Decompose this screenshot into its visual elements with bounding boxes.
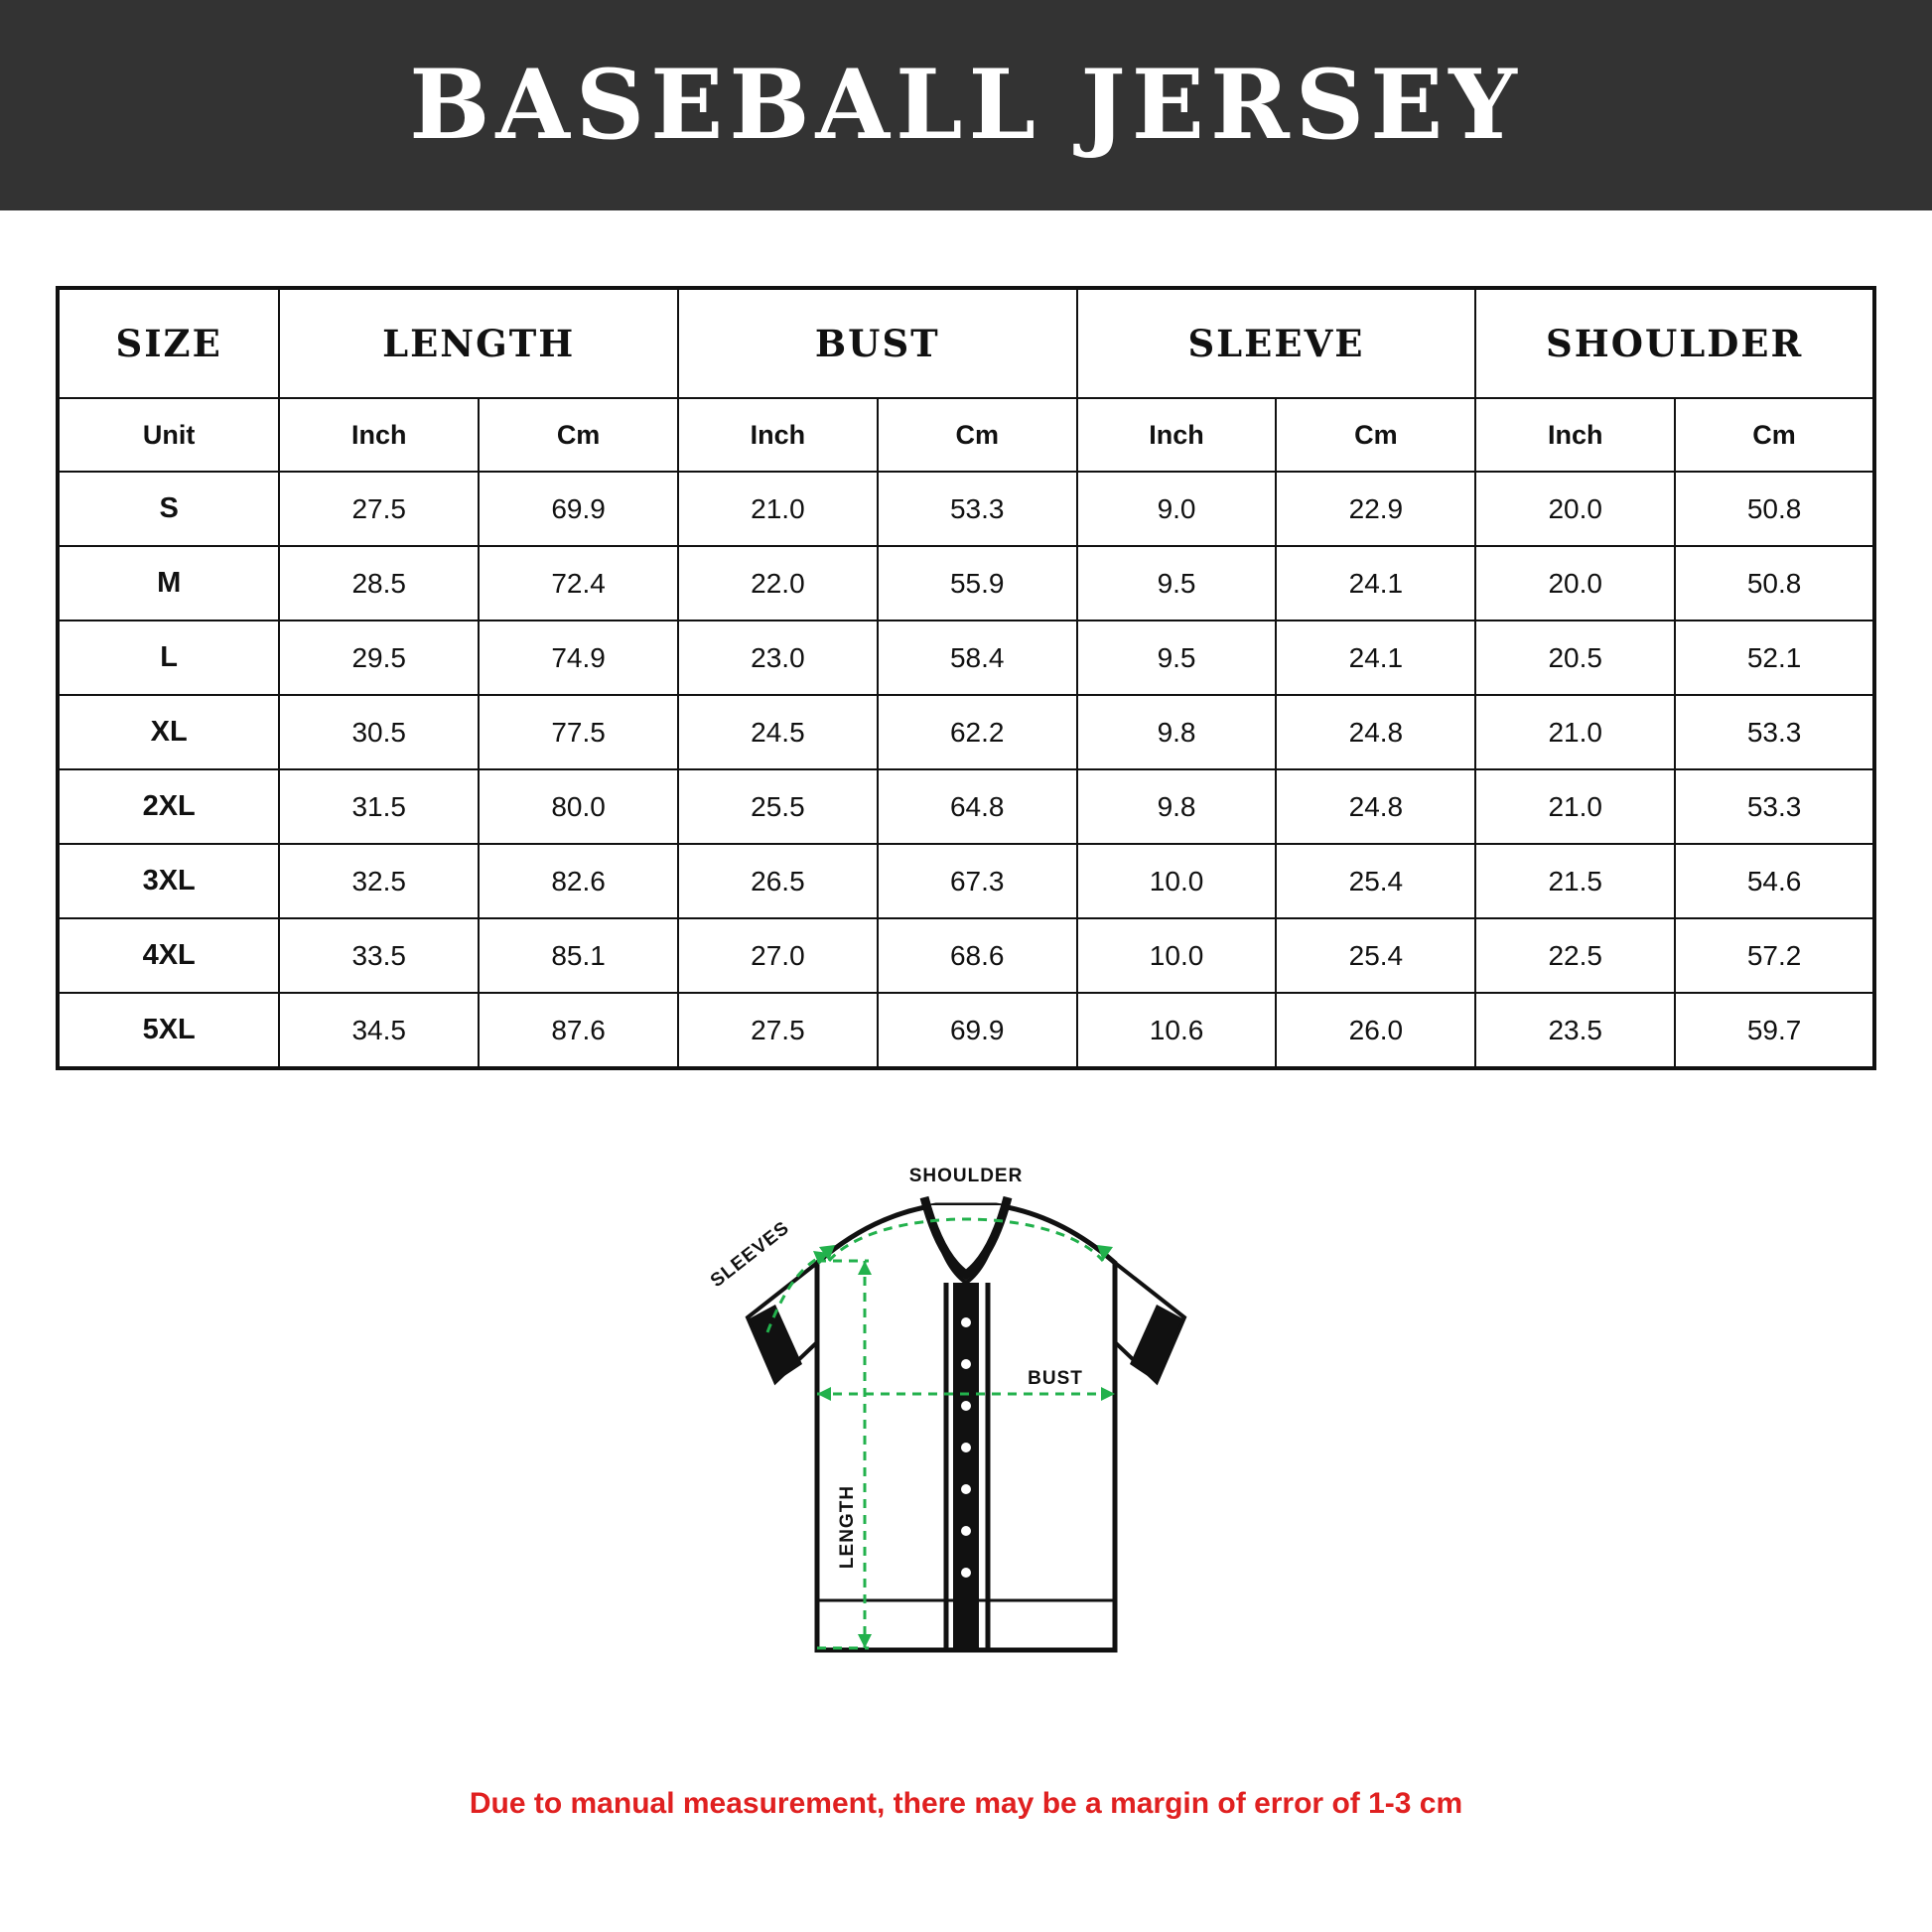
label-shoulder: SHOULDER — [908, 1166, 1024, 1186]
button-icon — [960, 1316, 972, 1328]
cell-length-cm: 82.6 — [479, 844, 678, 918]
cell-length-inch: 30.5 — [279, 695, 479, 769]
label-bust: BUST — [1028, 1368, 1083, 1389]
cell-size: S — [58, 472, 279, 546]
cell-length-cm: 74.9 — [479, 621, 678, 695]
cell-shoulder-cm: 59.7 — [1675, 993, 1874, 1068]
cell-shoulder-inch: 20.5 — [1475, 621, 1675, 695]
cell-sleeve-inch: 9.5 — [1077, 546, 1277, 621]
label-sleeves: SLEEVES — [706, 1217, 794, 1293]
cell-sleeve-cm: 25.4 — [1276, 844, 1475, 918]
cell-shoulder-inch: 20.0 — [1475, 546, 1675, 621]
cell-shoulder-inch: 20.0 — [1475, 472, 1675, 546]
cell-length-inch: 29.5 — [279, 621, 479, 695]
button-icon — [960, 1567, 972, 1579]
unit-sleeve-inch: Inch — [1077, 398, 1277, 472]
button-icon — [960, 1400, 972, 1412]
cell-shoulder-inch: 22.5 — [1475, 918, 1675, 993]
button-icon — [960, 1483, 972, 1495]
cell-sleeve-cm: 25.4 — [1276, 918, 1475, 993]
cell-size: 4XL — [58, 918, 279, 993]
header-bar — [0, 0, 1932, 210]
cell-shoulder-inch: 21.0 — [1475, 769, 1675, 844]
cell-size: 2XL — [58, 769, 279, 844]
cell-bust-inch: 24.5 — [678, 695, 878, 769]
cell-shoulder-inch: 23.5 — [1475, 993, 1675, 1068]
cell-sleeve-cm: 24.1 — [1276, 621, 1475, 695]
unit-shoulder-inch: Inch — [1475, 398, 1675, 472]
cell-length-inch: 27.5 — [279, 472, 479, 546]
cell-length-cm: 80.0 — [479, 769, 678, 844]
cell-length-inch: 28.5 — [279, 546, 479, 621]
table-group-header-row — [58, 288, 1874, 398]
unit-bust-inch: Inch — [678, 398, 878, 472]
unit-length-cm: Cm — [479, 398, 678, 472]
cell-shoulder-cm: 50.8 — [1675, 546, 1874, 621]
cell-shoulder-cm: 54.6 — [1675, 844, 1874, 918]
size-chart-table — [56, 286, 1876, 1070]
group-header-sleeve: SLEEVE — [1077, 288, 1476, 398]
unit-sleeve-cm: Cm — [1276, 398, 1475, 472]
cell-shoulder-cm: 50.8 — [1675, 472, 1874, 546]
table-row — [58, 621, 1874, 695]
size-chart-container — [0, 210, 1932, 1070]
cell-bust-cm: 69.9 — [878, 993, 1077, 1068]
cell-bust-inch: 25.5 — [678, 769, 878, 844]
cell-length-cm: 87.6 — [479, 993, 678, 1068]
table-row — [58, 993, 1874, 1068]
cell-shoulder-cm: 52.1 — [1675, 621, 1874, 695]
group-header-size: SIZE — [58, 288, 279, 398]
unit-bust-cm: Cm — [878, 398, 1077, 472]
button-icon — [960, 1358, 972, 1370]
cell-shoulder-inch: 21.5 — [1475, 844, 1675, 918]
cell-shoulder-inch: 21.0 — [1475, 695, 1675, 769]
cell-sleeve-inch: 10.0 — [1077, 918, 1277, 993]
table-row — [58, 472, 1874, 546]
page-title: BASEBALL JERSEY — [409, 49, 1523, 161]
unit-length-inch: Inch — [279, 398, 479, 472]
table-row — [58, 918, 1874, 993]
table-row — [58, 844, 1874, 918]
cell-bust-inch: 27.5 — [678, 993, 878, 1068]
cell-length-cm: 72.4 — [479, 546, 678, 621]
cell-bust-cm: 64.8 — [878, 769, 1077, 844]
cell-bust-cm: 68.6 — [878, 918, 1077, 993]
jersey-illustration — [519, 1134, 1413, 1769]
table-row — [58, 546, 1874, 621]
cell-bust-cm: 67.3 — [878, 844, 1077, 918]
table-unit-row — [58, 398, 1874, 472]
cell-shoulder-cm: 57.2 — [1675, 918, 1874, 993]
cell-length-inch: 32.5 — [279, 844, 479, 918]
cell-sleeve-cm: 24.8 — [1276, 695, 1475, 769]
cell-sleeve-cm: 24.8 — [1276, 769, 1475, 844]
cell-length-inch: 33.5 — [279, 918, 479, 993]
cell-bust-cm: 55.9 — [878, 546, 1077, 621]
cell-shoulder-cm: 53.3 — [1675, 769, 1874, 844]
cell-sleeve-inch: 10.6 — [1077, 993, 1277, 1068]
button-icon — [960, 1525, 972, 1537]
measurement-note: Due to manual measurement, there may be a margin of error of 1-3 cm — [469, 1787, 1463, 1820]
button-icon — [960, 1442, 972, 1453]
cell-sleeve-cm: 24.1 — [1276, 546, 1475, 621]
cell-shoulder-cm: 53.3 — [1675, 695, 1874, 769]
cell-size: XL — [58, 695, 279, 769]
cell-bust-inch: 22.0 — [678, 546, 878, 621]
cell-size: 5XL — [58, 993, 279, 1068]
cell-size: M — [58, 546, 279, 621]
cell-bust-inch: 27.0 — [678, 918, 878, 993]
cell-size: 3XL — [58, 844, 279, 918]
cell-sleeve-inch: 9.0 — [1077, 472, 1277, 546]
cell-bust-inch: 26.5 — [678, 844, 878, 918]
table-row — [58, 769, 1874, 844]
cell-sleeve-inch: 10.0 — [1077, 844, 1277, 918]
group-header-shoulder: SHOULDER — [1475, 288, 1874, 398]
cell-sleeve-inch: 9.8 — [1077, 695, 1277, 769]
group-header-length: LENGTH — [279, 288, 678, 398]
cell-sleeve-inch: 9.5 — [1077, 621, 1277, 695]
unit-label: Unit — [58, 398, 279, 472]
cell-bust-inch: 21.0 — [678, 472, 878, 546]
cell-length-cm: 69.9 — [479, 472, 678, 546]
cell-length-cm: 85.1 — [479, 918, 678, 993]
cell-bust-cm: 62.2 — [878, 695, 1077, 769]
cell-bust-inch: 23.0 — [678, 621, 878, 695]
cell-length-cm: 77.5 — [479, 695, 678, 769]
cell-sleeve-inch: 9.8 — [1077, 769, 1277, 844]
cell-bust-cm: 53.3 — [878, 472, 1077, 546]
cell-length-inch: 34.5 — [279, 993, 479, 1068]
cell-size: L — [58, 621, 279, 695]
measurement-diagram — [0, 1134, 1932, 1820]
cell-sleeve-cm: 22.9 — [1276, 472, 1475, 546]
unit-shoulder-cm: Cm — [1675, 398, 1874, 472]
label-length: LENGTH — [837, 1484, 858, 1570]
cell-bust-cm: 58.4 — [878, 621, 1077, 695]
cell-length-inch: 31.5 — [279, 769, 479, 844]
cell-sleeve-cm: 26.0 — [1276, 993, 1475, 1068]
group-header-bust: BUST — [678, 288, 1077, 398]
table-row — [58, 695, 1874, 769]
